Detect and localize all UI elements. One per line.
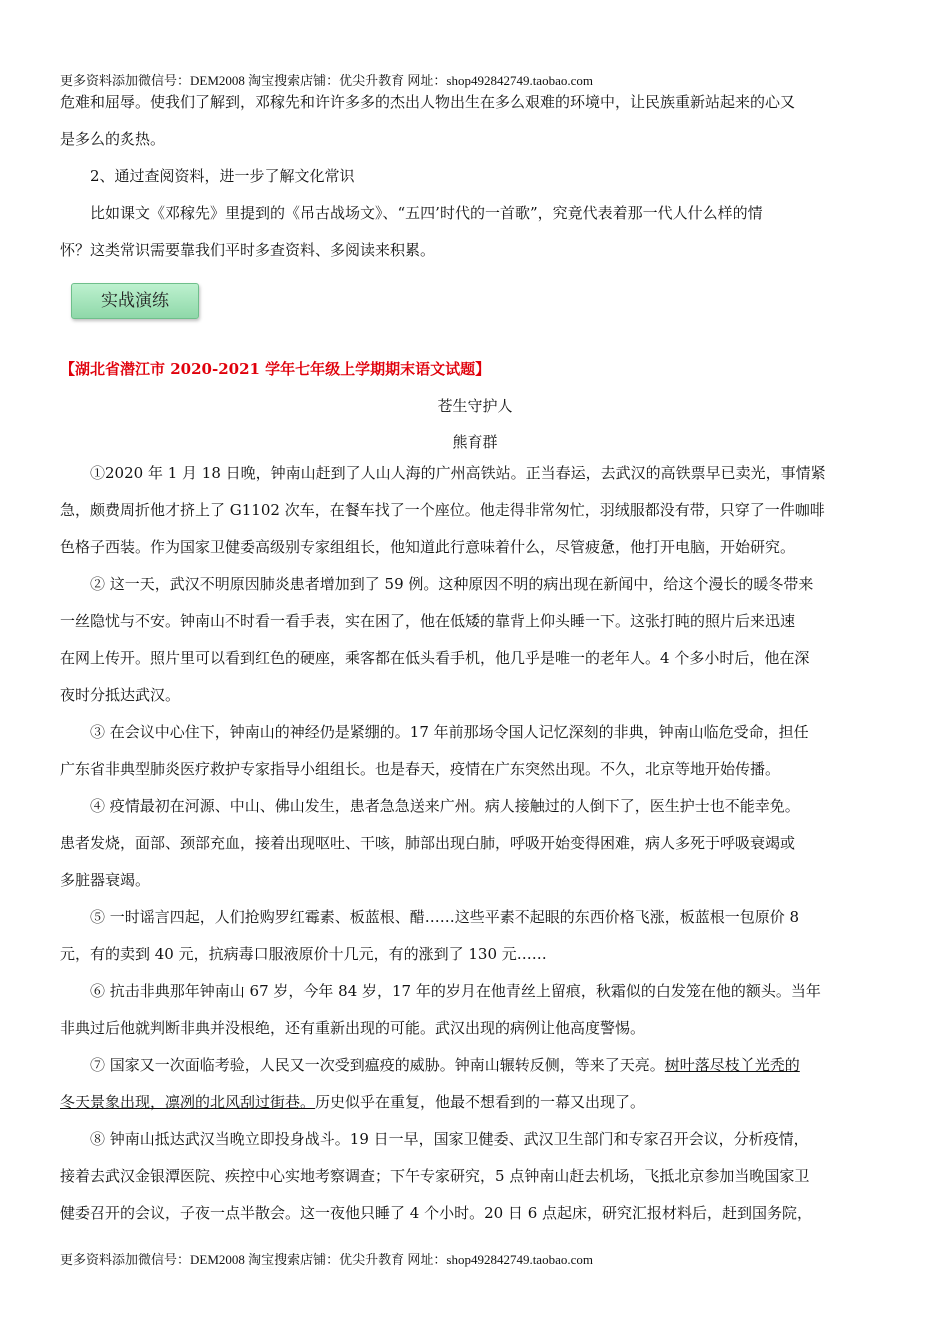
p6-line: 非典过后他就判断非典并没根绝，还有重新出现的可能。武汉出现的病例让他高度警惕。	[60, 1019, 646, 1037]
article-author: 熊育群	[452, 433, 498, 451]
page-footer: 更多资料添加微信号：DEM2008 淘宝搜索店铺：优尖升教育 网址：shop492842749.taobao.com	[60, 1252, 593, 1267]
p8-line: ⑧ 钟南山抵达武汉当晚立即投身战斗。19 日一早，国家卫健委、武汉卫生部门和专家召开会议，分析疫情，	[90, 1130, 809, 1148]
source-heading: 【湖北省潜江市 2020-2021 学年七年级上学期期末语文试题】	[60, 360, 491, 378]
p8-line: 健委召开的会议，子夜一点半散会。这一夜他只睡了 4 个小时。20 日 6 点起床，研究汇报材料后，赶到国务院，	[60, 1204, 813, 1222]
p1-line: 色格子西装。作为国家卫健委高级别专家组组长，他知道此行意味着什么，尽管疲惫，他打开电脑，开始研究。	[60, 538, 796, 556]
p5-line: 元，有的卖到 40 元，抗病毒口服液原价十几元，有的涨到了 130 元……	[60, 945, 547, 963]
article-title: 苍生守护人	[437, 397, 513, 415]
p2-line: 一丝隐忧与不安。钟南山不时看一看手表，实在困了，他在低矮的靠背上仰头睡一下。这张打盹的照片后来迅速	[60, 612, 796, 630]
page-header: 更多资料添加微信号：DEM2008 淘宝搜索店铺：优尖升教育 网址：shop492842749.taobao.com	[60, 73, 593, 88]
p7-line: 冬天景象出现，凛冽的北风刮过街巷。历史似乎在重复，他最不想看到的一幕又出现了。	[60, 1093, 646, 1111]
p4-line: 多脏器衰竭。	[60, 871, 151, 889]
p4-line: 患者发烧，面部、颈部充血，接着出现呕吐、干咳，肺部出现白肺，呼吸开始变得困难，病人多死于呼吸衰竭或	[60, 834, 796, 852]
p2-line: 在网上传开。照片里可以看到红色的硬座，乘客都在低头看手机，他几乎是唯一的老年人。4 个多小时后，他在深	[60, 649, 810, 667]
p3-line: 广东省非典型肺炎医疗救护专家指导小组组长。也是春天，疫情在广东突然出现。不久，北京等地开始传播。	[60, 760, 781, 778]
practice-button[interactable]: 实战演练	[71, 283, 199, 319]
p4-line: ④ 疫情最初在河源、中山、佛山发生，患者急急送来广州。病人接触过的人倒下了，医生护士也不能幸免。	[90, 797, 800, 815]
p1-line: ①2020 年 1 月 18 日晚，钟南山赶到了人山人海的广州高铁站。正当春运，去武汉的高铁票早已卖光，事情紧	[90, 464, 826, 482]
p2-line: ② 这一天，武汉不明原因肺炎患者增加到了 59 例。这种原因不明的病出现在新闻中，给这个漫长的暖冬带来	[90, 575, 814, 593]
p7-line: ⑦ 国家又一次面临考验，人民又一次受到瘟疫的威胁。钟南山辗转反侧，等来了天亮。树叶落尽枝丫光秃的	[90, 1056, 800, 1074]
p5-line: ⑤ 一时谣言四起，人们抢购罗红霉素、板蓝根、醋……这些平素不起眼的东西价格飞涨，板蓝根一包原价 8	[90, 908, 800, 926]
intro-paragraph-3: 比如课文《邓稼先》里提到的《吊古战场文》、“五四’时代的一首歌”，究竟代表着那一代人什么样的情 怀？这类常识需要靠我们平时多查资料、多阅读来积累。	[60, 204, 763, 259]
p3-line: ③ 在会议中心住下，钟南山的神经仍是紧绷的。17 年前那场令国人记忆深刻的非典，钟南山临危受命，担任	[90, 723, 809, 741]
intro-point-2: 2、通过查阅资料，进一步了解文化常识	[90, 167, 355, 185]
intro-paragraph-1: 危难和屈辱。使我们了解到，邓稼先和许许多多的杰出人物出生在多么艰难的环境中，让民族重新站起来的心又 是多么的炙热。	[60, 93, 796, 148]
underlined-sentence: 树叶落尽枝丫光秃的	[664, 1056, 800, 1074]
p1-line: 急，颇费周折他才挤上了 G1102 次车，在餐车找了一个座位。他走得非常匆忙，羽绒服都没有带，只穿了一件咖啡	[60, 501, 825, 519]
article-body	[60, 455, 892, 1232]
p2-line: 夜时分抵达武汉。	[60, 686, 181, 704]
p6-line: ⑥ 抗击非典那年钟南山 67 岁，今年 84 岁，17 年的岁月在他青丝上留痕，秋霜似的白发笼在他的额头。当年	[90, 982, 821, 1000]
p8-line: 接着去武汉金银潭医院、疾控中心实地考察调查；下午专家研究，5 点钟南山赶去机场，飞抵北京参加当晚国家卫	[60, 1167, 810, 1185]
underlined-sentence: 冬天景象出现，凛冽的北风刮过街巷。	[60, 1093, 316, 1111]
